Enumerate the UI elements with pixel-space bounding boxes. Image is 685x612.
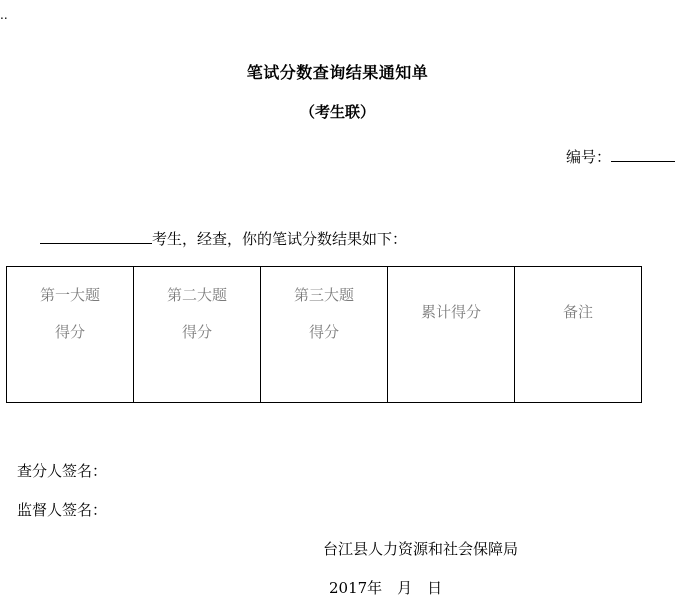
issue-date: 2017年 月 日: [329, 579, 443, 597]
intro-line: [40, 228, 407, 249]
column-header-line1: 第一大题: [39, 286, 100, 304]
candidate-name-blank: [40, 229, 152, 244]
column-header-line1: 第三大题: [293, 286, 354, 304]
score-cell-part1: [7, 267, 134, 403]
serial-number-label: 编号：: [565, 148, 611, 166]
table-row: [7, 267, 642, 403]
checker-signature-label: 查分人签名：: [17, 462, 108, 480]
corner-mark: ..: [0, 8, 8, 22]
column-header-line2: 得分: [54, 323, 85, 341]
supervisor-signature-label: 监督人签名：: [17, 501, 108, 519]
column-header-line1: 第二大题: [166, 286, 227, 304]
score-cell-part2: [134, 267, 261, 403]
document-title: 笔试分数查询结果通知单: [246, 63, 429, 82]
score-cell-part3: [261, 267, 388, 403]
column-header-line2: 得分: [181, 323, 212, 341]
score-table: [6, 266, 642, 403]
issuing-authority: 台江县人力资源和社会保障局: [323, 540, 519, 558]
column-header-remarks: 备注: [562, 303, 593, 321]
intro-text: 考生，经查，你的笔试分数结果如下：: [152, 230, 408, 248]
column-header-line2: 得分: [308, 323, 339, 341]
column-header-total: 累计得分: [420, 303, 481, 321]
serial-number-blank: [611, 147, 675, 162]
score-cell-remarks: [515, 267, 642, 403]
serial-number-field: [566, 146, 675, 167]
score-cell-total: [388, 267, 515, 403]
document-subtitle: （考生联）: [299, 103, 375, 121]
